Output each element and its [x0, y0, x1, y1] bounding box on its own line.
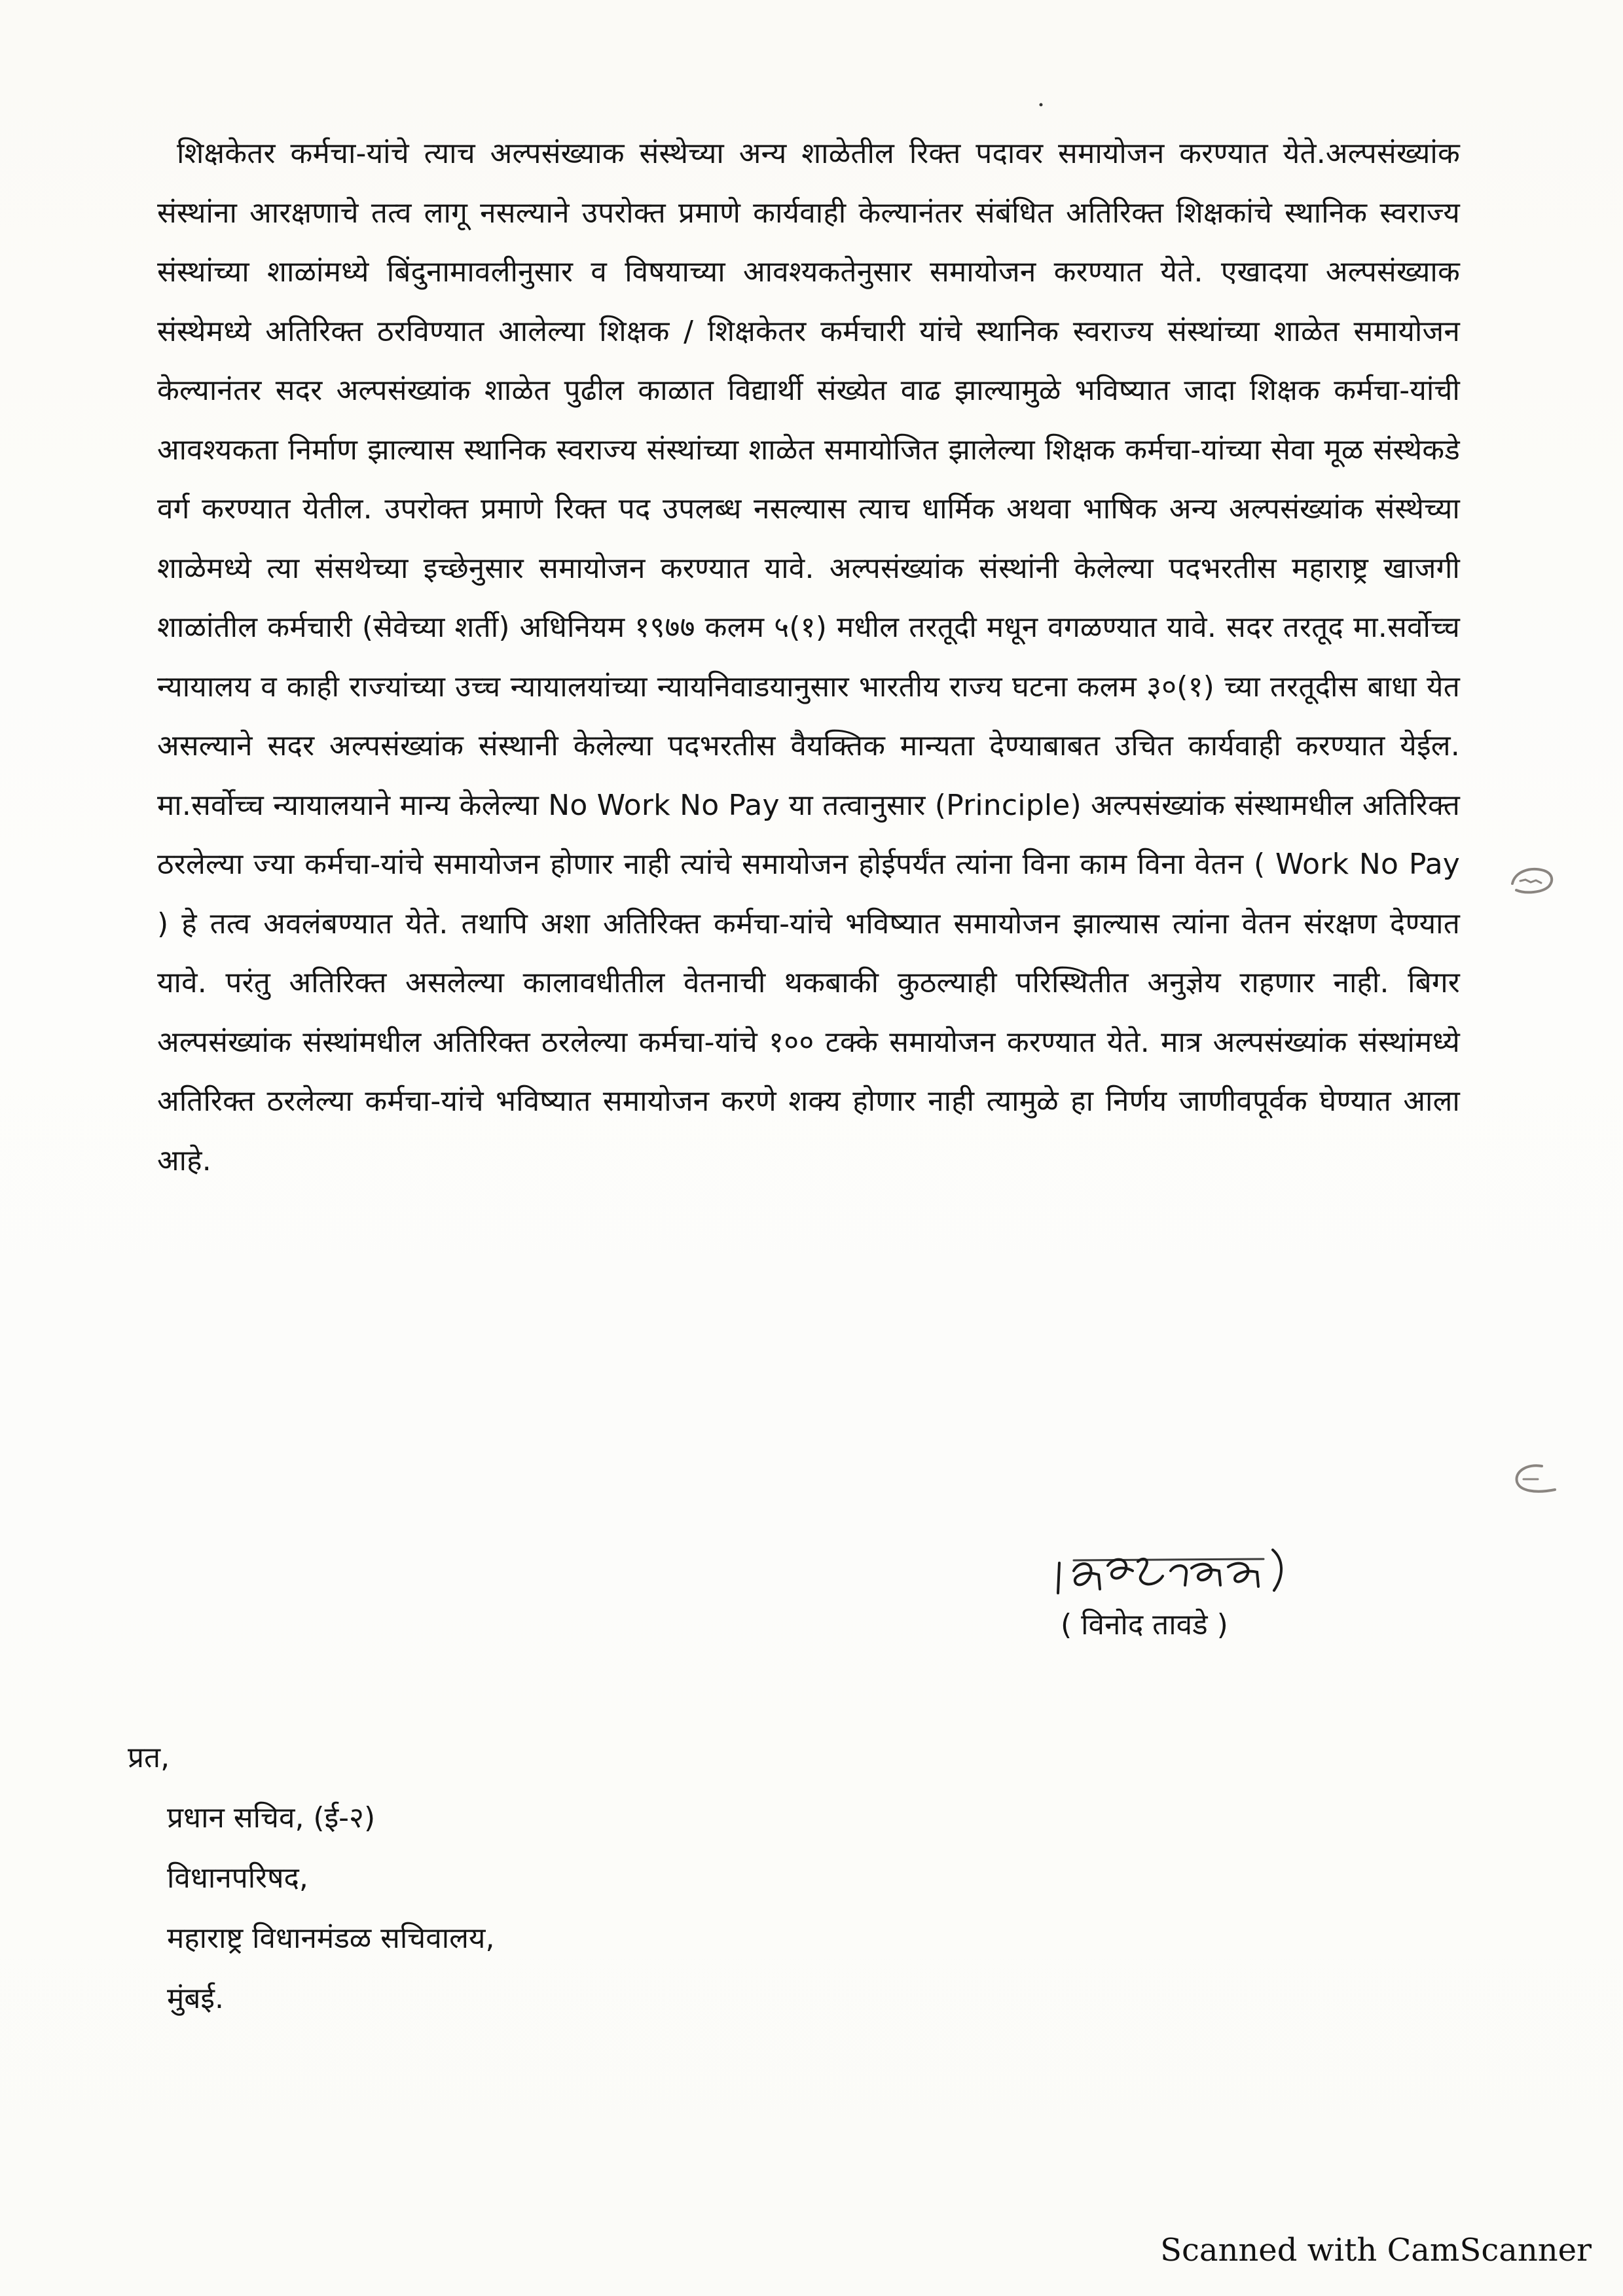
- margin-scribble-mark: [1509, 1460, 1561, 1499]
- copy-to-label: प्रत,: [128, 1741, 170, 1774]
- recipient-block: [128, 1728, 494, 2029]
- letter-body: [157, 124, 1460, 1191]
- body-paragraph: शिक्षकेतर कर्मचा-यांचे त्याच अल्पसंख्याक संस्थेच्या अन्य शाळेतील रिक्त पदावर समायोजन करण्यात येते.अल्पसंख्यांक संस्थांना आरक्षणाचे तत्व लागू नसल्याने उपरोक्त प्रमाणे कार्यवाही केल्यानंतर संबंधित अतिरिक्त शिक्षकांचे स्थानिक स्वराज्य संस्थांच्या शाळांमध्ये बिंदुनामावलीनुसार व विषयाच्या आवश्यकतेनुसार समायोजन करण्यात येते. एखादया अल्पसंख्याक संस्थेमध्ये अतिरिक्त ठरविण्यात आलेल्या शिक्षक / शिक्षकेतर कर्मचारी यांचे स्थानिक स्वराज्य संस्थांच्या शाळेत समायोजन केल्यानंतर सदर अल्पसंख्यांक शाळेत पुढील काळात विद्यार्थी संख्येत वाढ झाल्यामुळे भविष्यात जादा शिक्षक कर्मचा-यांची आवश्यकता निर्माण झाल्यास स्थानिक स्वराज्य संस्थांच्या शाळेत समायोजित झालेल्या शिक्षक कर्मचा-यांच्या सेवा मूळ संस्थेकडे वर्ग करण्यात येतील. उपरोक्त प्रमाणे रिक्त पद उपलब्ध नसल्यास त्याच धार्मिक अथवा भाषिक अन्य अल्पसंख्यांक संस्थेच्या शाळेमध्ये त्या संसथेच्या इच्छेनुसार समायोजन करण्यात यावे. अल्पसंख्यांक संस्थांनी केलेल्या पदभरतीस महाराष्ट्र खाजगी शाळांतील कर्मचारी (सेवेच्या शर्ती) अधिनियम १९७७ कलम ५(१) मधील तरतूदी मधून वगळण्यात यावे. सदर तरतूद मा.सर्वोच्च न्यायालय व काही राज्यांच्या उच्च न्यायालयांच्या न्यायनिवाडयानुसार भारतीय राज्य घटना कलम ३०(१) च्या तरतूदीस बाधा येत असल्याने सदर अल्पसंख्यांक संस्थानी केलेल्या पदभरतीस वैयक्तिक मान्यता देण्याबाबत उचित कार्यवाही करण्यात येईल. मा.सर्वोच्च न्यायालयाने मान्य केलेल्या No Work No Pay या तत्वानुसार (Principle) अल्पसंख्यांक संस्थामधील अतिरिक्त ठरलेल्या ज्या कर्मचा-यांचे समायोजन होणार नाही त्यांचे समायोजन होईपर्यंत त्यांना विना काम विना वेतन ( Work No Pay ) हे तत्व अवलंबण्यात येते. तथापि अशा अतिरिक्त कर्मचा-यांचे भविष्यात समायोजन झाल्यास त्यांना वेतन संरक्षण देण्यात यावे. परंतु अतिरिक्त असलेल्या कालावधीतील वेतनाची थकबाकी कुठल्याही परिस्थितीत अनुज्ञेय राहणार नाही. बिगर अल्पसंख्यांक संस्थांमधील अतिरिक्त ठरलेल्या कर्मचा-यांचे १०० टक्के समायोजन करण्यात येते. मात्र अल्पसंख्यांक संस्थांमध्ये अतिरिक्त ठरलेल्या कर्मचा-यांचे भविष्यात समायोजन करणे शक्य होणार नाही त्यामुळे हा निर्णय जाणीवपूर्वक घेण्यात आला आहे.: [157, 137, 1460, 1177]
- camscanner-watermark: Scanned with CamScanner: [1160, 2232, 1592, 2269]
- handwritten-signature: [1048, 1525, 1309, 1604]
- recipient-line: महाराष्ट्र विधानमंडळ सचिवालय,: [167, 1922, 495, 1955]
- stray-mark: [1038, 98, 1044, 105]
- signature-block: [1021, 1525, 1322, 1669]
- recipient-line: प्रधान सचिव, (ई-२): [167, 1801, 376, 1835]
- recipient-line: मुंबई.: [167, 1982, 225, 2015]
- margin-scribble-mark: [1506, 857, 1558, 903]
- signer-name: ( विनोद तावडे ): [1061, 1608, 1228, 1641]
- recipient-line: विधानपरिषद,: [167, 1861, 308, 1895]
